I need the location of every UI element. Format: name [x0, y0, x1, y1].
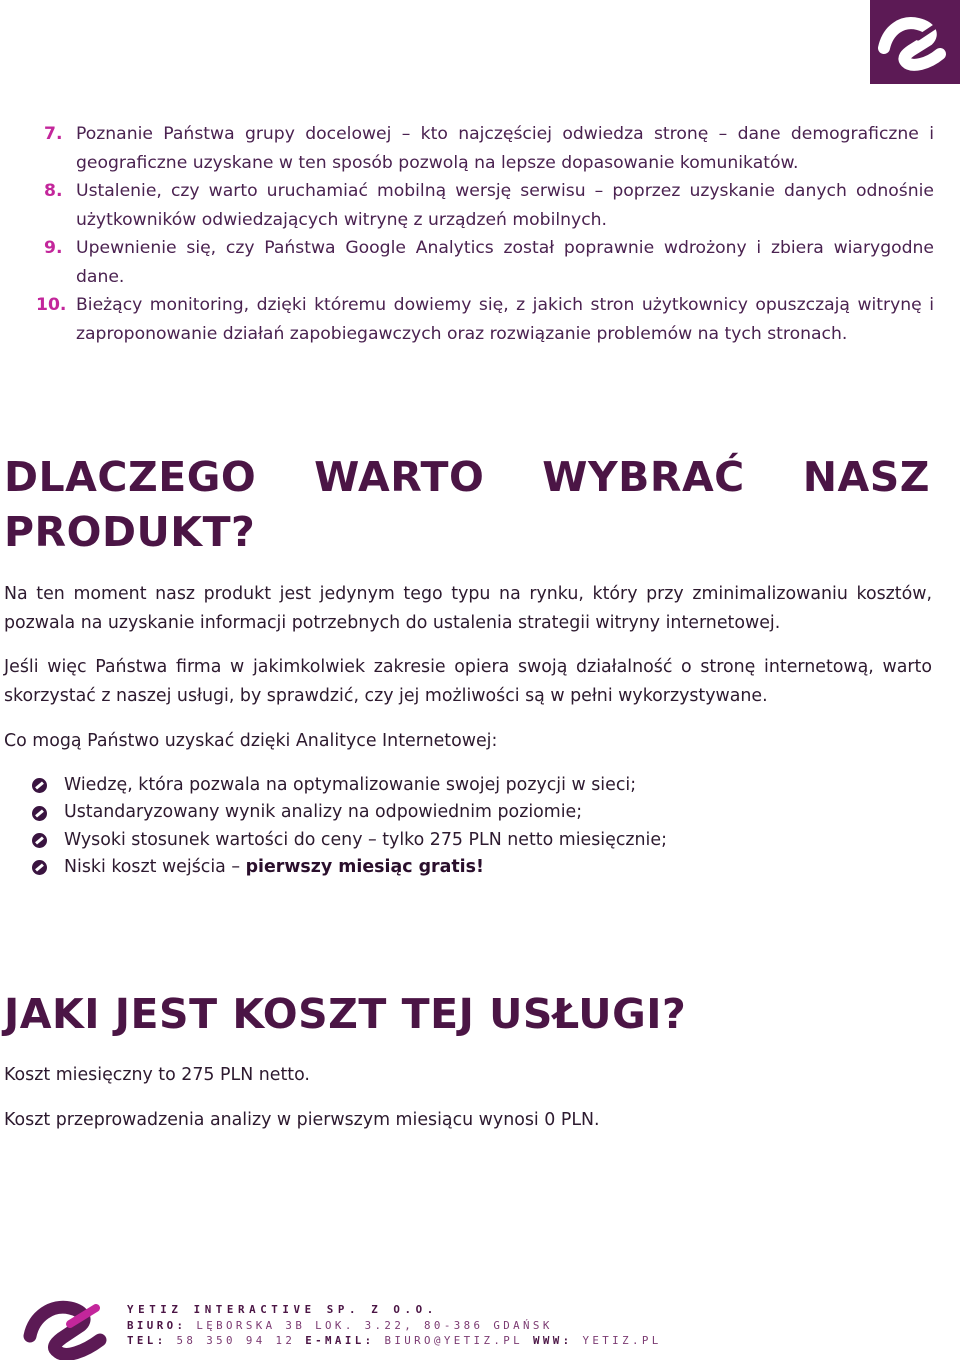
email-label: E-MAIL: [305, 1334, 375, 1347]
office-value: LĘBORSKA 3B LOK. 3.22, 80-386 GDAŃSK [196, 1318, 553, 1332]
brand-logo-icon [22, 1292, 118, 1360]
list-number: 8. [44, 181, 63, 201]
company-name: YETIZ INTERACTIVE SP. Z O.O. [127, 1303, 438, 1316]
bullet-icon [32, 833, 47, 848]
section-heading-why [4, 452, 930, 562]
heading-word: DLACZEGO [4, 453, 257, 501]
monthly-cost-text: Koszt miesięczny to 275 PLN netto. [4, 1065, 310, 1085]
brand-logo-icon [878, 4, 954, 80]
bullet-icon [32, 778, 47, 793]
contact-line [127, 1333, 662, 1349]
free-month-highlight: pierwszy miesiąc gratis! [245, 857, 484, 878]
heading-line-2: PRODUKT? [4, 508, 256, 556]
list-text: Ustalenie, czy warto uruchamiać mobilną wersję serwisu – poprzez uzyskanie danych odnośnie użytkowników odwiedzających witrynę z urządzeń mobilnych. [76, 181, 934, 230]
list-number: 10. [36, 295, 67, 315]
list-text: Upewnienie się, czy Państwa Google Analytics został poprawnie wdrożony i zbiera wiarygodne dane. [76, 238, 934, 287]
benefit-text: Ustandaryzowany wynik analizy na odpowiednim poziomie; [64, 802, 583, 823]
benefit-text: Niski koszt wejścia – [64, 857, 246, 878]
benefit-item [32, 772, 667, 799]
www-value: YETIZ.PL [582, 1334, 662, 1347]
heading-word: WYBRAĆ [542, 453, 745, 501]
list-text: Bieżący monitoring, dzięki któremu dowiemy się, z jakich stron użytkownicy opuszczają witrynę i zaproponowanie działań zapobiegawczych oraz rozwiązanie problemów na tych stronach. [76, 295, 934, 344]
list-text: Poznanie Państwa grupy docelowej – kto najczęściej odwiedza stronę – dane demograficzne i geograficzne uzyskane w ten sposób pozwolą na lepsze dopasowanie komunikatów. [76, 124, 934, 173]
benefit-text: Wysoki stosunek wartości do ceny – tylko 275 PLN netto miesięcznie; [64, 829, 667, 850]
bullet-icon [32, 806, 47, 821]
benefits-intro: Co mogą Państwo uzyskać dzięki Analityce Internetowej: [4, 731, 498, 751]
section-heading-cost: JAKI JEST KOSZT TEJ USŁUGI? [4, 990, 687, 1038]
office-label: BIURO: [127, 1318, 187, 1332]
list-item [44, 177, 934, 234]
top-brand-logo [870, 0, 960, 84]
office-address [127, 1318, 662, 1334]
heading-word: WARTO [314, 453, 485, 501]
email-value: BIURO@YETIZ.PL [384, 1334, 524, 1347]
benefit-item [32, 827, 667, 854]
tel-label: TEL: [127, 1334, 167, 1347]
list-item [44, 234, 934, 291]
list-number: 9. [44, 238, 63, 258]
numbered-list [36, 120, 934, 348]
www-label: WWW: [532, 1334, 573, 1347]
intro-paragraph: Na ten moment nasz produkt jest jedynym tego typu na rynku, który przy zminimalizowaniu kosztów, pozwala na uzyskanie informacji potrzebnych do ustalenia strategii witryny internetowej. [4, 584, 932, 633]
heading-word: NASZ [802, 453, 930, 501]
benefits-list [32, 772, 667, 882]
bullet-icon [32, 860, 47, 875]
business-paragraph: Jeśli więc Państwa firma w jakimkolwiek zakresie opiera swoją działalność o stronę internetową, warto skorzystać z naszej usługi, by sprawdzić, czy jej możliwości są w pełni wykorzystywane. [4, 657, 932, 706]
footer-contact [127, 1302, 662, 1349]
benefit-text: Wiedzę, która pozwala na optymalizowanie swojej pozycji w sieci; [64, 775, 637, 795]
list-item [36, 291, 934, 348]
list-item [44, 120, 934, 177]
tel-value: 58 350 94 12 [176, 1334, 296, 1347]
benefit-item [32, 799, 667, 826]
list-number: 7. [44, 124, 63, 144]
first-month-cost-text: Koszt przeprowadzenia analizy w pierwszym miesiącu wynosi 0 PLN. [4, 1110, 600, 1130]
benefit-item [32, 854, 667, 881]
